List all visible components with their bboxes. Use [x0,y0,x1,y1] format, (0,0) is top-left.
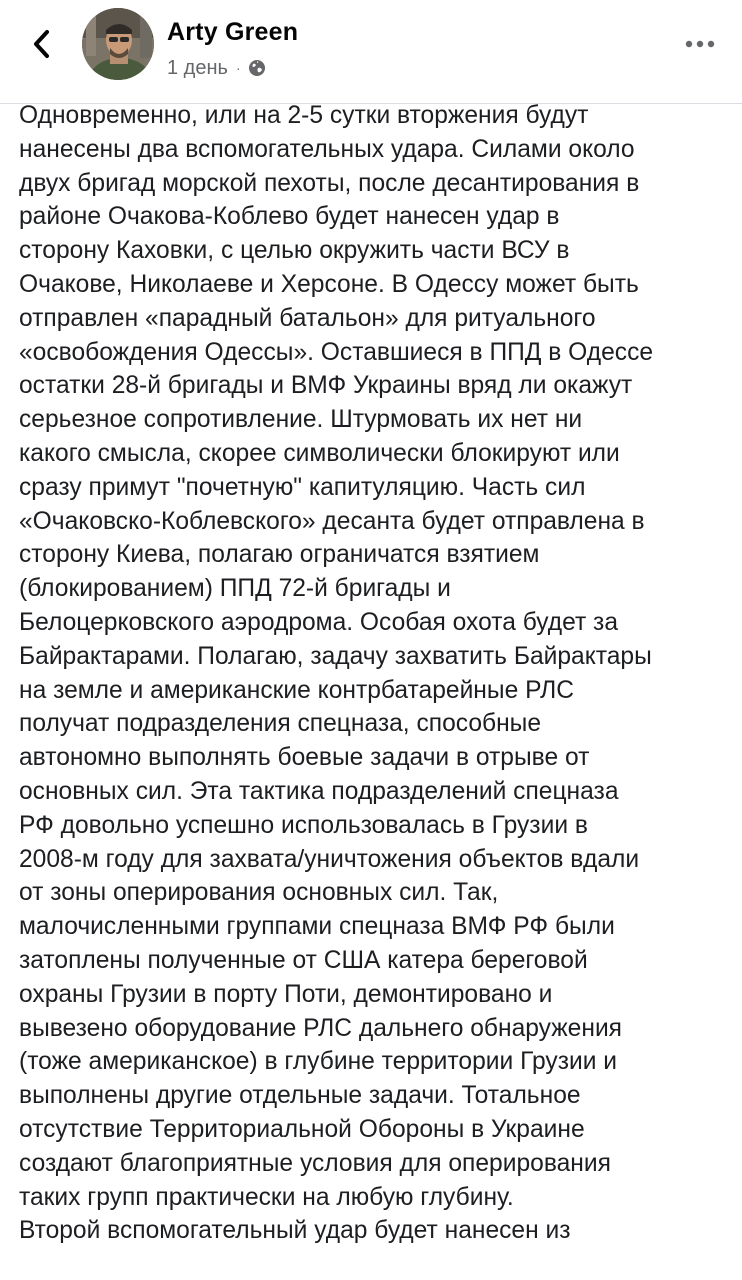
chevron-left-icon [31,29,53,59]
more-horizontal-icon [685,40,715,48]
meta-separator: · [235,60,241,76]
back-button[interactable] [22,22,62,66]
profile-photo [82,8,154,80]
post-timestamp[interactable]: 1 день [167,56,228,79]
post-meta [167,55,266,81]
more-options-button[interactable] [680,30,720,58]
author-name[interactable]: Arty Green [167,18,299,46]
post-header [0,0,742,104]
globe-icon [248,59,266,77]
avatar[interactable] [82,8,154,80]
post-text: Одновременно, или на 2-5 сутки вторжения будут нанесены два вспомогательных удара. Силами около двух бригад морской пехоты, после десантирования в районе Очакова-Коблево будет нанесен удар в сторону Каховки, с целью окружить части ВСУ в Очакове, Николаеве и Херсоне. В Одессу может быть отправлен «парадный батальон» для ритуального «освобождения Одессы». Оставшиеся в ППД в Одессе остатки 28-й бригады и ВМФ Украины вряд ли окажут серьезное сопротивление. Штурмовать их нет ни какого смысла, скорее символически блокируют или сразу примут "почетную" капитуляцию. Часть сил «Очаковско-Коблевского» десанта будет отправлена в сторону Киева, полагаю ограничатся взятием (блокированием) ППД 72-й бригады и Белоцерковского аэродрома. Особая охота будет за Байрактарами. Полагаю, задачу захватить Байрактары на земле и американские контрбатарейные РЛС получат подразделения спецназа, способные автономно выполнять боевые задачи в отрыве от основных сил. Эта тактика подразделений спецназа РФ довольно успешно использовалась в Грузии в 2008-м году для захвата/уничтожения объектов вдали от зоны оперирования основных сил. Так, малочисленными группами спецназа ВМФ РФ были затоплены полученные от США катера береговой охраны Грузии в порту Поти, демонтировано и вывезено оборудование РЛС дальнего обнаружения (тоже американское) в глубине территории Грузии и выполнены другие отдельные задачи. Тотальное отсутствие Территориальной Обороны в Украине создают благоприятные условия для оперирования таких групп практически на любую глубину. Второй вспомогательный удар будет нанесен из [19,102,654,1245]
